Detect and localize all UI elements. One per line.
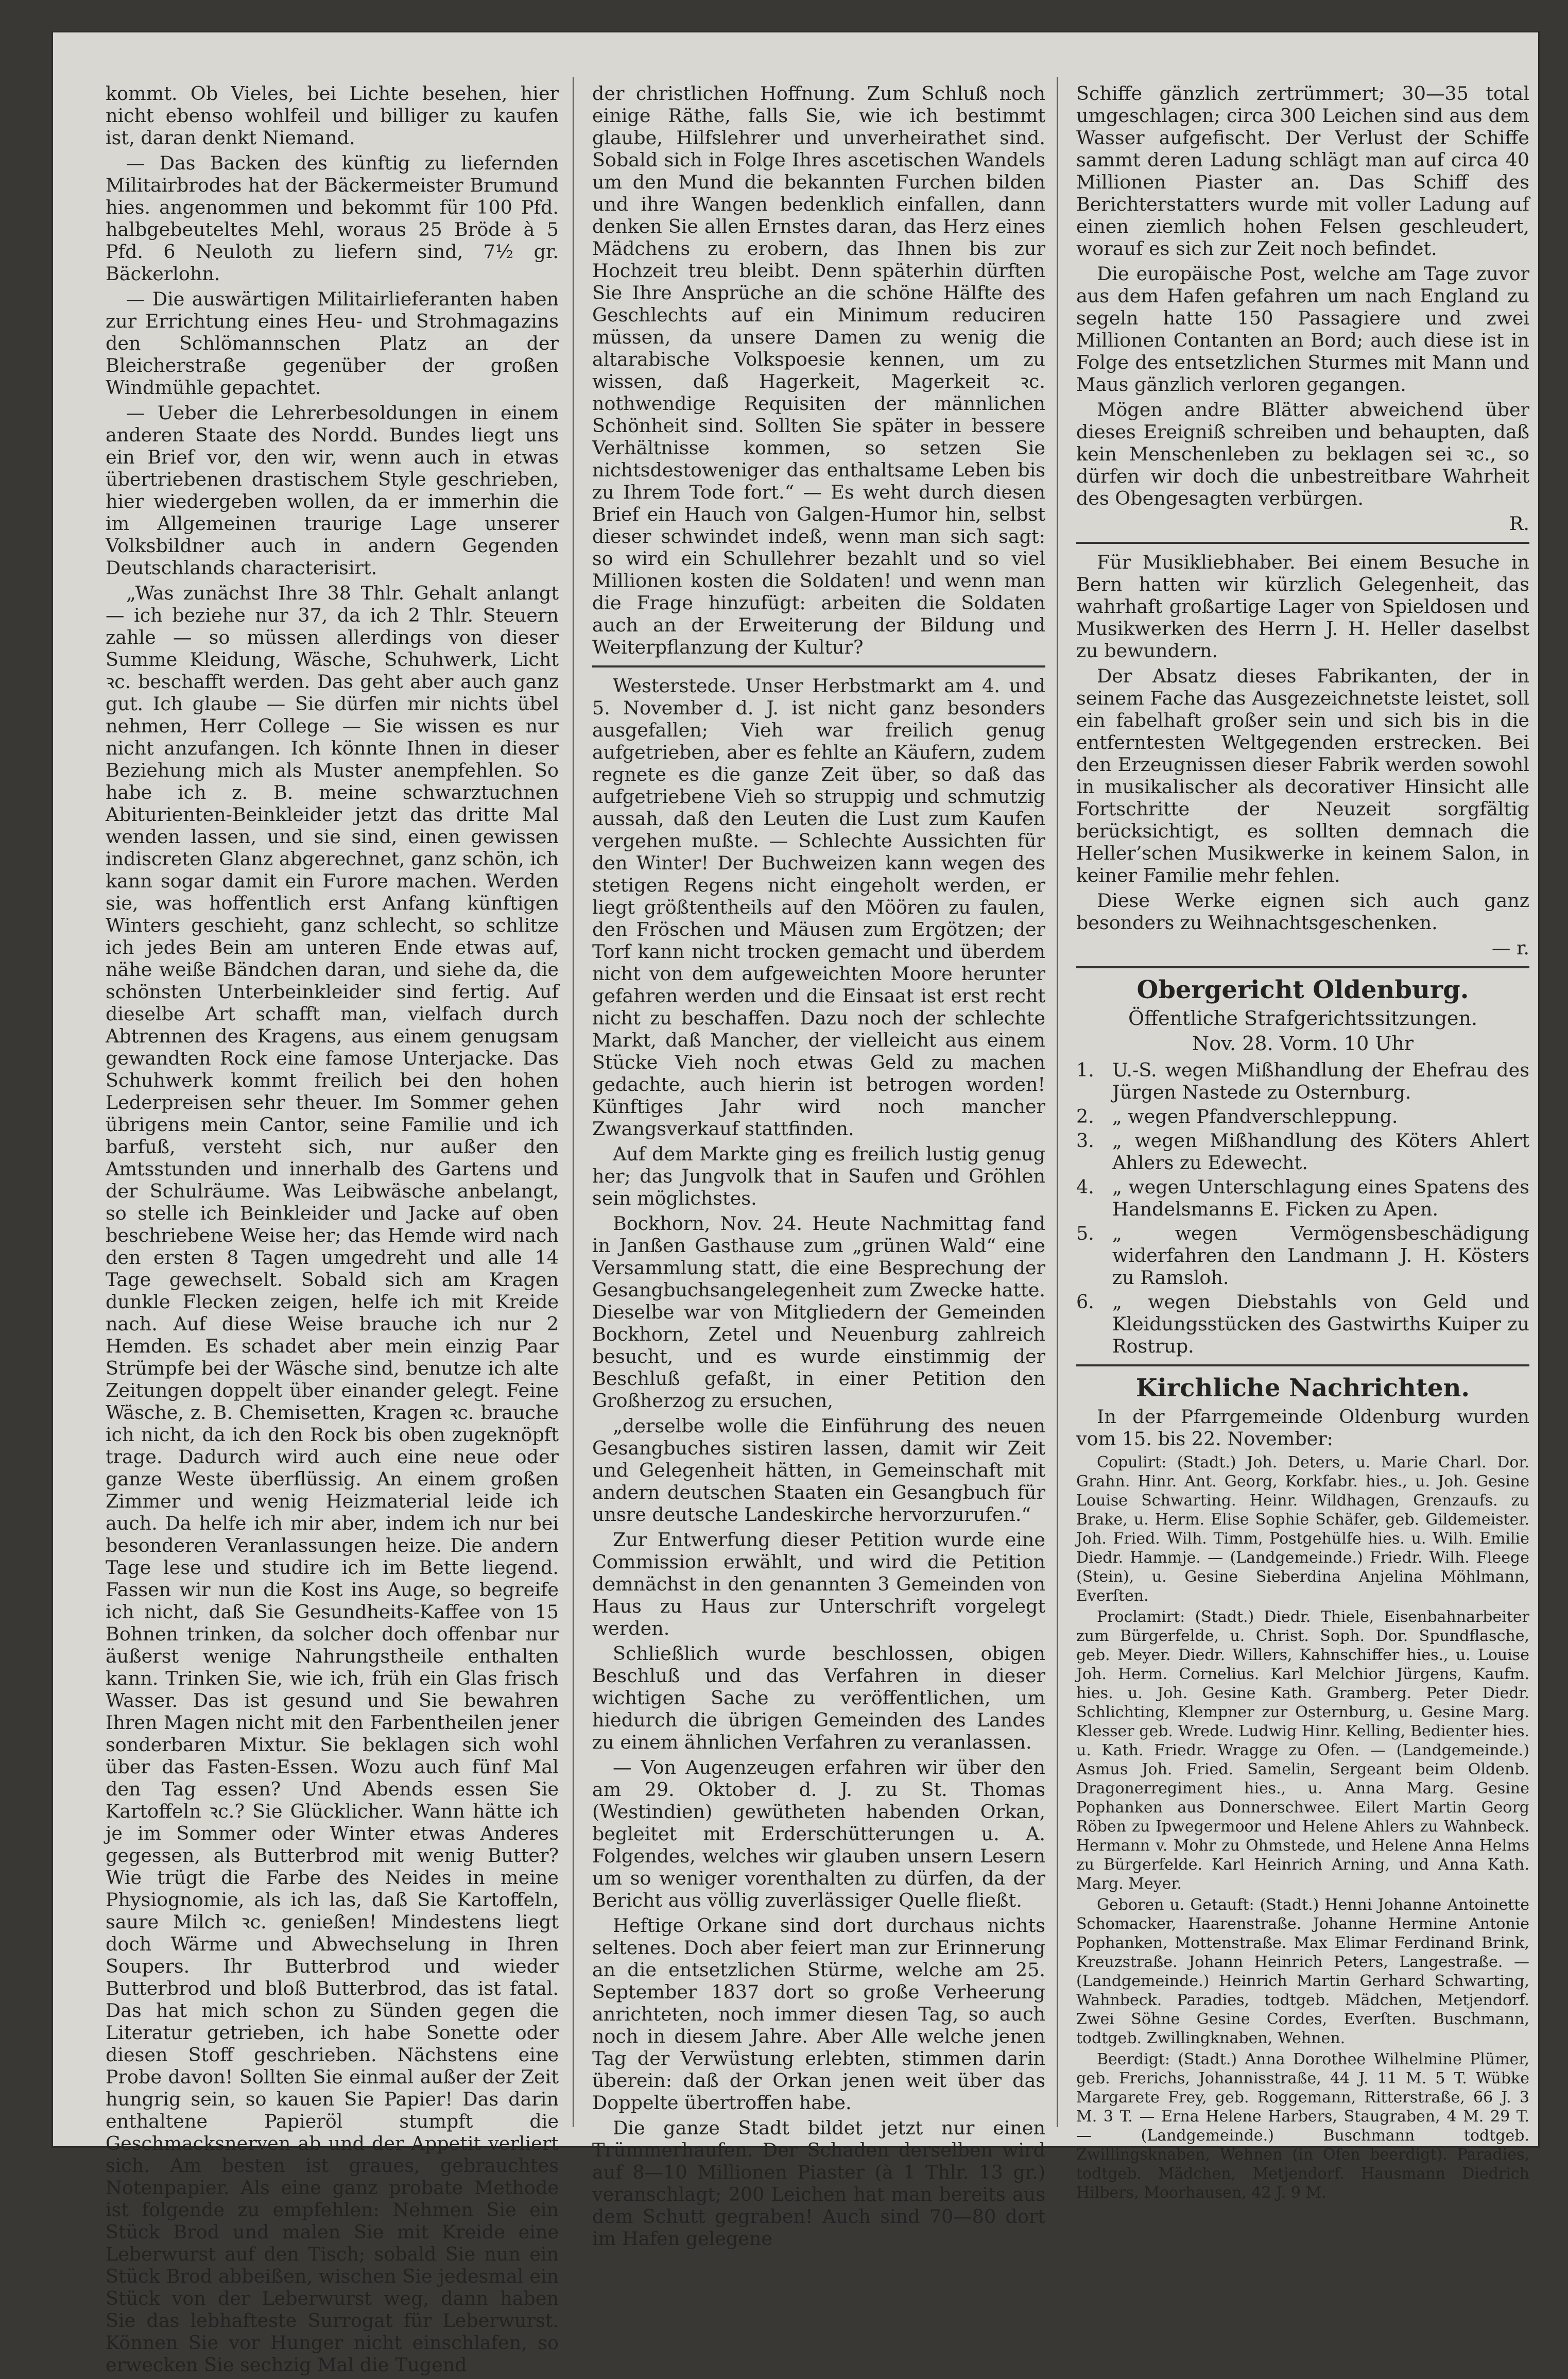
- list-item: [1076, 1176, 1529, 1220]
- list-item: Geboren u. Getauft: (Stadt.) Henni Johanne Antoinette Schomacker, Haarenstraße. Johanne Hermine Antonie Pophanken, Mottenstraße. Max Elimar Ferdinand Brink, Kreuzstraße. Johann Heinrich Peters, Langestraße. — (Landgemeinde.) Heinrich Martin Gerhard Schwarting, Wahnbeck. Paradies, todtgeb. Mädchen, Metjendorf. Zwei Söhne Gesine Cordes, Everſten. Buschmann, todtgeb. Zwillingknaben, Wehnen.: [1076, 1896, 1529, 2047]
- divider: [1076, 1364, 1529, 1366]
- paragraph: Schiffe gänzlich zertrümmert; 30—35 total umgeschlagen; circa 300 Leichen sind aus dem Wasser aufgefischt. Der Verlust der Schiffe sammt deren Ladung schlägt man auf circa 40 Millionen Piaster an. Das Schiff des Berichterstatters wurde mit voller Ladung auf einen ziemlich hohen Felsen geschleudert, worauf es sich zur Zeit noch befindet.: [1076, 82, 1529, 260]
- list-item: [1076, 1105, 1529, 1127]
- paragraph: — Von Augenzeugen erfahren wir über den am 29. Oktober d. J. zu St. Thomas (Westindien) gewütheten habenden Orkan, begleitet mit Erderschütterungen u. A. Folgendes, welches wir glauben unsern Lesern um so weniger vorenthalten zu dürfen, da der Bericht aus völlig zuverlässiger Quelle fließt.: [592, 1756, 1045, 1911]
- case-number: 4.: [1076, 1176, 1094, 1198]
- paragraph: kommt. Ob Vieles, bei Lichte besehen, hier nicht ebenso wohlfeil und billiger zu kaufen ist, daran denkt Niemand.: [106, 82, 559, 149]
- case-number: 1.: [1076, 1059, 1094, 1081]
- signature: R.: [1509, 512, 1529, 535]
- article-bockhorn: Bockhorn, Nov. 24. Heute Nachmittag fand in Janßen Gasthause zum „grünen Wald“ eine Versammlung statt, die eine Besprechung der Gesangbuchsangelegenheit zum Zwecke hatte. Dieselbe war von Mitgliedern der Gemeinden Bockhorn, Zetel und Neuenburg zahlreich besucht, und es wurde einstimmig der Beschluß gefaßt, in einer Petition den Großherzog zu ersuchen,: [592, 1212, 1045, 1412]
- case-number: 2.: [1076, 1105, 1094, 1127]
- paragraph: Schließlich wurde beschlossen, obigen Beschluß und das Verfahren in dieser wichtigen Sache zu veröffentlichen, um hiedurch die übrigen Gemeinden des Landes zu einem ähnlichen Verfahren zu veranlassen.: [592, 1642, 1045, 1753]
- article-westerstede: Westerstede. Unser Herbstmarkt am 4. und 5. November d. J. ist nicht ganz besonders ausgefallen; Vieh war freilich genug aufgetrieben, aber es fehlte an Käufern, zudem regnete es die ganze Zeit über, so daß das aufgetriebene Vieh so struppig und schmutzig aussah, daß den Leuten die Lust zum Kaufen vergehen mußte. — Schlechte Aussichten für den Winter! Der Buchweizen kann wegen des stetigen Regens nicht eingeholt werden, er liegt größtentheils auf den Möören zu faulen, den Fröschen und Mäusen zum Ergötzen; der Torf kann nicht trocken gemacht und überdem nicht von dem aufgeweichten Moore herunter gefahren werden und die Einsaat ist erst recht nicht zu beschaffen. Dazu noch der schlechte Markt, daß Mancher, der vielleicht aus einem Stücke Vieh noch etwas Geld zu machen gedachte, auch hierin ist betrogen worden! Künftiges Jahr wird noch mancher Zwangsverkauf stattfinden.: [592, 675, 1045, 1140]
- signature: — r.: [1491, 937, 1529, 959]
- church-entries: [1076, 1453, 1529, 2202]
- column-3: [1076, 82, 1529, 2204]
- case-number: 3.: [1076, 1129, 1094, 1152]
- divider: [1076, 542, 1529, 544]
- article-music: Für Musikliebhaber. Bei einem Besuche in Bern hatten wir kürzlich Gelegenheit, das wahrhaft großartige Lager von Spieldosen und Musikwerken des Herrn J. H. Heller daselbst zu bewundern.: [1076, 551, 1529, 662]
- column-2: [592, 82, 1045, 2253]
- paragraph: der christlichen Hoffnung. Zum Schluß noch einige Räthe, falls Sie, wie ich bestimmt glaube, Hilfslehrer und unverheirathet sind. Sobald sich in Folge Ihres ascetischen Wandels um den Mund die bekannten Furchen bilden und ihre Wangen bedenklich einfallen, dann denken Sie allen Ernstes daran, das Herz eines Mädchens zu erobern, das Ihnen bis zur Hochzeit treu bleibt. Denn späterhin dürften Sie Ihre Ansprüche an die schöne Hälfte des Geschlechts auf ein Minimum reduciren müssen, da unsere Damen zu wenig die altarabische Volkspoesie kennen, um zu wissen, daß Hagerkeit, Magerkeit ꝛc. nothwendige Requisiten der männlichen Schönheit sind. Sollten Sie später in bessere Verhältnisse kommen, so setzen Sie nichtsdestoweniger das enthaltsame Leben bis zu Ihrem Tode fort.“ — Es weht durch diesen Brief ein Hauch von Galgen-Humor hin, selbst dieser schwindet indeß, wenn man sich sagt: so wird ein Schullehrer bezahlt und so viel Millionen kosten die Soldaten! und wenn man die Frage hinzufügt: arbeiten die Soldaten auch an der Erweiterung der Bildung und Weiterpflanzung der Kultur?: [592, 82, 1045, 658]
- case-text: „ wegen Diebstahls von Geld und Kleidungsstücken des Gastwirths Kuiper zu Rostrup.: [1112, 1291, 1529, 1357]
- paragraph: Diese Werke eignen sich auch ganz besonders zu Weihnachtsgeschenken.: [1076, 889, 1529, 934]
- list-item: [1076, 1059, 1529, 1103]
- case-number: 5.: [1076, 1222, 1094, 1244]
- paragraph: „Was zunächst Ihre 38 Thlr. Gehalt anlangt — ich beziehe nur 37, da ich 2 Thlr. Steuern zahle — so müssen allerdings von dieser Summe Kleidung, Wäsche, Schuhwerk, Licht ꝛc. beschafft werden. Das geht aber auch ganz gut. Ich glaube — Sie dürfen mir nichts übel nehmen, Herr College — Sie wissen es nur nicht anzufangen. Ich könnte Ihnen in dieser Beziehung mich als Muster anempfehlen. So habe ich z. B. meine schwarztuchnen Abiturienten-Beinkleider jetzt das dritte Mal wenden lassen, und sie sind, einen gewissen indiscreten Glanz abgerechnet, ganz schön, ich kann sogar damit ein Furore machen. Werden sie, was hoffentlich erst Anfang künftigen Winters geschieht, ganz schlecht, so schlitze ich jedes Bein am unteren Ende etwas auf, nähe weiße Bändchen daran, und siehe da, die schönsten Unterbeinkleider sind fertig. Auf dieselbe Art schafft man, vielfach durch Abtrennen des Kragens, aus einem genugsam gewandten Rock eine famose Unterjacke. Das Schuhwerk kommt freilich bei den hohen Lederpreisen sehr theuer. Im Sommer gehen übrigens mein Cantor, seine Familie und ich barfuß, versteht sich, nur außer den Amtsstunden und innerhalb des Gartens und der Schulräume. Was Leibwäsche anbelangt, so stelle ich Beinkleider und Jacke auf oben beschriebene Weise her; das Hemde wird nach den ersten 8 Tagen umgedreht und alle 14 Tage gewechselt. Sobald sich am Kragen dunkle Flecken zeigen, helfe ich mit Kreide nach. Auf diese Weise brauche ich nur 2 Hemden. Es schadet aber mein einzig Paar Strümpfe bei der Wäsche sind, benutze ich alte Zeitungen doppelt über einander gelegt. Feine Wäsche, z. B. Chemisetten, Kragen ꝛc. brauche ich nicht, da ich den Rock bis oben zugeknöpft trage. Dadurch wird auch eine neue oder ganze Weste überflüssig. An einem großen Zimmer und wenig Heizmaterial leide ich auch. Da helfe ich mir aber, indem ich nur bei besonderen Veranlassungen heize. Die andern Tage lese und studire ich im Bette liegend. Fassen wir nun die Kost ins Auge, so begreife ich nicht, daß Sie Gesundheits-Kaffee von 15 Bohnen trinken, da solcher doch offenbar nur äußerst wenige Nahrungstheile enthalten kann. Trinken Sie, wie ich, früh ein Glas frisch Wasser. Das ist gesund und Sie bewahren Ihren Magen nicht mit den Farbentheilen jener sonderbaren Mixtur. Sie beklagen sich wohl über das Fasten-Essen. Wozu auch fünf Mal den Tag essen? Und Abends essen Sie Kartoffeln ꝛc.? Sie Glücklicher. Wann hätte ich je im Sommer oder Winter etwas Anderes gegessen, als Butterbrod mit wenig Butter? Wie trügt die Farbe des Neides in meine Physiognomie, als ich las, daß Sie Kartoffeln, saure Milch ꝛc. genießen! Mindestens liegt doch Wärme und Abwechselung in Ihren Soupers. Ihr Butterbrod und wieder Butterbrod und bloß Butterbrod, das ist fatal. Das hat mich schon zu Sünden gegen die Literatur getrieben, ich habe Sonette oder diesen Stoff geschrieben. Nächstens eine Probe davon! Sollten Sie einmal außer der Zeit hungrig sein, so kauen Sie Papier! Das darin enthaltene Papieröl stumpft die Geschmacksnerven ab und der Appetit verliert sich. Am besten ist graues, gebrauchtes Notenpapier. Als eine ganz probate Methode ist folgende zu empfehlen: Nehmen Sie ein Stück Brod und malen Sie mit Kreide eine Leberwurst auf den Tisch; sobald Sie nun ein Stück Brod abbeißen, wischen Sie jedesmal ein Stück von der Leberwurst weg, dann haben Sie das lebhafteste Surrogat für Leberwurst. Können Sie vor Hunger nicht einschlafen, so erwecken Sie sechzig Mal die Tugend: [106, 582, 559, 2376]
- paragraph: Auf dem Markte ging es freilich lustig genug her; das Jungvolk that in Saufen und Gröhlen sein möglichstes.: [592, 1143, 1045, 1209]
- church-heading: Kirchliche Nachrichten.: [1135, 1374, 1470, 1402]
- column-rule-left: [573, 77, 574, 2127]
- paragraph: Zur Entwerfung dieser Petition wurde eine Commission erwählt, und wird die Petition demnächst in den genannten 3 Gemeinden von Haus zu Haus zur Unterschrift vorgelegt werden.: [592, 1529, 1045, 1639]
- paragraph: Mögen andre Blätter abweichend über dieses Ereigniß schreiben und behaupten, daß kein Menschenleben zu beklagen sei ꝛc., so dürfen wir doch die unbestreitbare Wahrheit des Obengesagten verbürgen.: [1076, 399, 1529, 509]
- list-item: [1076, 1291, 1529, 1357]
- list-item: [1076, 1222, 1529, 1289]
- list-item: Copulirt: (Stadt.) Joh. Deters, u. Marie Charl. Dor. Grahn. Hinr. Ant. Georg, Korkfabr. hies., u. Joh. Gesine Louise Schwarting. Heinr. Wildhagen, Grenzaufs. zu Brake, u. Herm. Elise Sophie Schäfer, geb. Gildemeister. Joh. Fried. Wilh. Timm, Postgehülfe hies. u. Wilh. Emilie Diedr. Hammje. — (Landgemeinde.) Friedr. Wilh. Fleege (Stein), u. Gesine Sieberdina Anjelina Möhlmann, Everſten.: [1076, 1453, 1529, 1605]
- case-text: „ wegen Unterschlagung eines Spatens des Handelsmanns E. Ficken zu Apen.: [1112, 1176, 1529, 1220]
- paragraph: — Die auswärtigen Militairlieferanten haben zur Errichtung eines Heu- und Strohmagazins den Schlömannschen Platz an der Bleicherstraße gegenüber der großen Windmühle gepachtet.: [106, 288, 559, 399]
- column-rule-right: [1057, 77, 1058, 2127]
- church-intro: In der Pfarrgemeinde Oldenburg wurden vom 15. bis 22. November:: [1076, 1406, 1529, 1450]
- court-heading: Obergericht Oldenburg.: [1136, 975, 1469, 1004]
- column-1: [106, 82, 559, 2379]
- newspaper-page: [51, 31, 1540, 2376]
- case-text: „ wegen Pfandverschleppung.: [1112, 1105, 1398, 1127]
- list-item: Beerdigt: (Stadt.) Anna Dorothee Wilhelmine Plümer, geb. Frerichs, Johannisstraße, 44 J. 11 M. 5 T. Wübke Margarete Frey, geb. Roggemann, Ritterstraße, 66 J. 3 M. 3 T. — Erna Helene Harbers, Staugraben, 4 M. 29 T. — (Landgemeinde.) Buschmann todtgeb. Zwillingsknaben, Wehnen (in Ofen beerdigt). Paradies, todtgeb. Mädchen, Metjendorf. Hausmann Diedrich Hilbers, Moorhausen, 42 J. 9 M.: [1076, 2050, 1529, 2202]
- petition-quote: „derselbe wolle die Einführung des neuen Gesangbuches sistiren lassen, damit wir Zeit und Gelegenheit hätten, in Gemeinschaft mit andern deutschen Staaten ein Gesangbuch für unsre deutsche Landeskirche hervorzurufen.“: [592, 1415, 1045, 1526]
- paragraph: — Ueber die Lehrerbesoldungen in einem anderen Staate des Nordd. Bundes liegt uns ein Brief vor, den wir, wenn auch in etwas übertriebenen drastischem Style geschrieben, hier wiedergeben wollen, da er immerhin die im Allgemeinen traurige Lage unserer Volksbildner auch in andern Gegenden Deutschlands characterisirt.: [106, 402, 559, 579]
- case-text: „ wegen Vermögensbeschädigung widerfahren den Landmann J. H. Kösters zu Ramsloh.: [1112, 1222, 1529, 1289]
- divider: [1076, 966, 1529, 968]
- paragraph: Die ganze Stadt bildet jetzt nur einen Trümmerhaufen. Der Schaden derselben wird auf 8—10 Millionen Piaster (à 1 Thlr. 13 gr.) veranschlagt; 200 Leichen hat man bereits aus dem Schutt gegraben! Auch sind 70—80 dort im Hafen gelegene: [592, 2117, 1045, 2250]
- court-subheading: Öffentliche Strafgerichtssitzungen.: [1128, 1007, 1478, 1030]
- case-number: 6.: [1076, 1291, 1094, 1313]
- list-item: [1076, 1129, 1529, 1174]
- divider: [592, 665, 1045, 668]
- paragraph: Der Absatz dieses Fabrikanten, der in seinem Fache das Ausgezeichnetste leistet, soll ein fabelhaft großer sein und sich bis in die entferntesten Weltgegenden erstrecken. Bei den Erzeugnissen dieser Fabrik werden sowohl in musikalischer als decorativer Hinsicht alle Fortschritte der Neuzeit sorgfältig berücksichtigt, es sollten demnach die Heller’schen Musikwerke in keinem Salon, in keiner Familie mehr fehlen.: [1076, 665, 1529, 886]
- paragraph: Die europäische Post, welche am Tage zuvor aus dem Hafen gefahren um nach England zu segeln hatte 150 Passagiere und zwei Millionen Contanten an Bord; auch diese ist in Folge des entsetzlichen Sturmes mit Mann und Maus gänzlich verloren gegangen.: [1076, 263, 1529, 396]
- court-date: Nov. 28. Vorm. 10 Uhr: [1192, 1032, 1414, 1055]
- paragraph: — Das Backen des künftig zu liefernden Militairbrodes hat der Bäckermeister Brumund hies. angenommen und bekommt für 100 Pfd. halbgebeuteltes Mehl, woraus 25 Bröde à 5 Pfd. 6 Neuloth zu liefern sind, 7½ gr. Bäckerlohn.: [106, 152, 559, 285]
- list-item: Proclamirt: (Stadt.) Diedr. Thiele, Eisenbahnarbeiter zum Bürgerfelde, u. Christ. Soph. Dor. Spundflasche, geb. Meyer. Diedr. Willers, Kahnschiffer hies., u. Louise Joh. Herm. Cornelius. Karl Melchior Jürgens, Kaufm. hies. u. Joh. Gesine Kath. Gramberg. Peter Diedr. Schlichting, Klempner zur Osternburg, u. Gesine Marg. Klesser geb. Wrede. Ludwig Hinr. Kelling, Bedienter hies. u. Kath. Friedr. Wragge zu Ofen. — (Landgemeinde.) Asmus Joh. Fried. Samelin, Sergeant beim Oldenb. Dragonerregiment hies., u. Anna Marg. Gesine Pophanken aus Donnerschwee. Eilert Martin Georg Röben zu Ipwegermoor und Helene Ahlers zu Wahnbeck. Hermann v. Mohr zu Ohmstede, und Helene Anna Helms zu Bürgerfelde. Karl Heinrich Arning, und Anna Kath. Marg. Meyer.: [1076, 1608, 1529, 1893]
- case-text: „ wegen Mißhandlung des Köters Ahlert Ahlers zu Edewecht.: [1112, 1129, 1529, 1174]
- case-text: U.-S. wegen Mißhandlung der Ehefrau des Jürgen Nastede zu Osternburg.: [1112, 1059, 1529, 1103]
- court-cases: [1076, 1059, 1529, 1357]
- paragraph: Heftige Orkane sind dort durchaus nichts seltenes. Doch aber feiert man zur Erinnerung an die entsetzlichen Stürme, welche am 25. September 1837 dort so große Verheerung anrichteten, noch immer diesen Tag, so auch noch in diesem Jahre. Aber Alle welche jenen Tag der Verwüstung erlebten, stimmen darin überein: daß der Orkan jenen weit über das Doppelte übertroffen habe.: [592, 1914, 1045, 2114]
